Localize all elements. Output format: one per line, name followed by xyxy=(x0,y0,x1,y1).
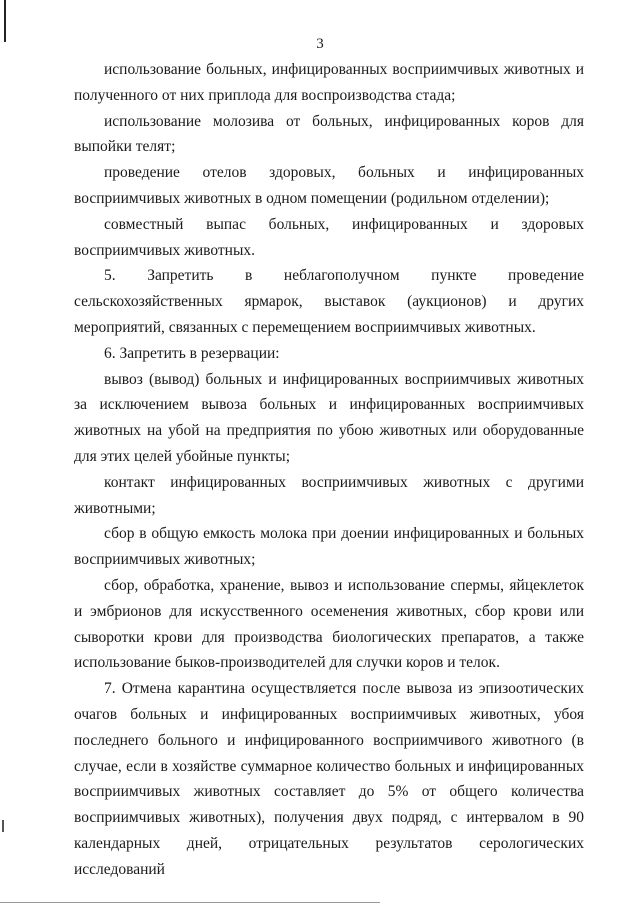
paragraph-contact: контакт инфицированных восприимчивых животных с другими животными; xyxy=(74,473,584,517)
paragraph-item-7: 7. Отмена карантина осуществляется после вывоза из эпизоотических очагов больных и инфицированных восприимчивых животных, убоя последнего больного и инфицированного восприимчивого животного (в случае, если в хозяйстве суммарное количество больных и инфицированных восприимчивых животных составляет до 5% от общего количества восприимчивых животных), получения двух подряд, с интервалом в 90 календарных дней, отрицательных результатов серологических исследований xyxy=(74,680,584,878)
scan-bottom-line xyxy=(0,902,380,903)
document-body xyxy=(74,57,584,883)
page-number: 3 xyxy=(316,36,324,52)
paragraph-use-of-animals: использование больных, инфицированных восприимчивых животных и полученного от них приплода для воспроизводства стада; xyxy=(74,61,584,104)
paragraph-sperm-collection: сбор, обработка, хранение, вывоз и использование спермы, яйцеклеток и эмбрионов для искусственного осеменения животных, сбор крови или сыворотки крови для производства биологических препаратов, а также использование быков-производителей для случки коров и телок. xyxy=(74,576,584,672)
paragraph-milk-collection: сбор в общую емкость молока при доении инфицированных и больных восприимчивых животных; xyxy=(74,525,584,569)
paragraph-colostrum: использование молозива от больных, инфицированных коров для выпойки телят; xyxy=(74,112,584,156)
paragraph-joint-grazing: совместный выпас больных, инфицированных и здоровых восприимчивых животных. xyxy=(74,215,584,259)
scan-margin-mark xyxy=(2,820,4,832)
paragraph-calving: проведение отелов здоровых, больных и инфицированных восприимчивых животных в одном помещении (родильном отделении); xyxy=(74,164,584,207)
paragraph-item-6: 6. Запретить в резервации: xyxy=(104,344,280,362)
paragraph-export: вывоз (вывод) больных и инфицированных восприимчивых животных за исключением вывоза больных и инфицированных восприимчивых животных на убой на предприятия по убою животных или оборудованные для этих целей убойные пункты; xyxy=(74,370,584,465)
paragraph-item-5: 5. Запретить в неблагополучном пункте проведение сельскохозяйственных ярмарок, выставок (аукционов) и других мероприятий, связанных с перемещением восприимчивых животных. xyxy=(74,267,584,336)
